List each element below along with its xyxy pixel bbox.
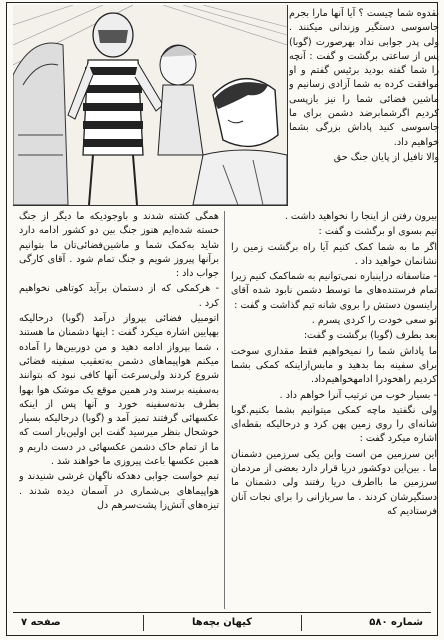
paragraph: - بسیار خوب من ترتیب آنرا خواهم داد . — [279, 389, 437, 401]
paragraph: تیم بسوی او برگشت و گفت : — [318, 226, 437, 238]
column-divider — [224, 211, 225, 609]
page-footer — [13, 612, 431, 633]
paragraph: اتومبیل فضائی بپرواز درآمد (گوبا) درحالیکه بهپایین اشاره میکرد گفت : اینها دشمنان ما هستند ، شما بپرواز ادامه دهید و من دوربین‌ها را آماده میکنم هواپیماهای دشمن به‌تعقیب سفینه فضائی شروع کردند ولی‌سرعت آنها کافی نبود که بتوانند به‌سفینه برسند ودر همین موقع یک موشک هوا بهوا بطرف بدنه‌سفینه خورد و آنها پس از اینکه عکسهائی گرفتند تمیز آمد و (گوبا) درحالیکه بسیار خوشحال بنظر میرسید گفت این اولین‌بار است که ما از تمام خاک دشمن عکسهائی در دست داریم و همین عکسها باعث پیروزی ما خواهند شد . — [19, 313, 219, 468]
magazine-name: کیهان بچه‌ها — [192, 617, 252, 628]
paragraph: ما پاداش شما را نمیخواهیم فقط مقداری سوخت برای سفینه بما بدهید و مابس‌ازاینکه کمکی بشما کردیم راهخودرا ادامهخواهیم‌داد. — [231, 345, 437, 386]
paragraph: بعد بطرف (گوبا) برگشت و گفت: — [303, 330, 437, 342]
comic-illustration — [13, 5, 288, 206]
paragraph: - متاسفانه دراینباره نمی‌توانیم به شماکمک کنیم زیرا تمام فرستنده‌های ما توسط دشمن نابود شده آقای راینسون دستش را بروی شانه تیم گذاشت و گفت : — [231, 271, 437, 311]
paragraph: تیم خواست جوابی دهدکه ناگهان غرشی شنیدند و هواپیماهای بی‌شماری در آسمان دیده شدند . تیزه‌های آتش‌زا پشت‌سرهم دل — [19, 471, 219, 511]
footer-separator — [301, 615, 302, 631]
footer-separator — [143, 615, 144, 631]
paragraph: والا تافیل از پایان جنگ حق — [333, 151, 439, 163]
paragraph: همگی کشته شدند و باوجودیکه ما دیگر از جنگ خسته شده‌ایم هنوز جنگ بین دو کشور ادامه دارد شاید به‌کمک شما و ماشین‌فضائی‌تان ما بتوانیم برآنها پیروز شویم و جنگ تمام شود . آقای کارگی جواب داد : — [19, 211, 219, 280]
paragraph: تو سعی خودت را کردی پسرم . — [311, 315, 437, 327]
page-number: صفحه ۷ — [21, 617, 61, 628]
paragraph: این سرزمین من است واین یکی سرزمین دشمنان ما . بین‌این دوکشور دریا قرار دارد بعضی از مردمان سرزمین ما بااطرف دریا رفتند ولی دشمنان ما دستگیرشان کردند . ما سربازانی را برای نجات آنان فرستادیم که — [231, 448, 437, 517]
paragraph: بقدوه شما چیست ؟ آیا آنها مارا بجرم جاسوسی دستگیر وزندانی میکنند . ولی پدر جوابی نداد بهرصورت (گوبا) پس از ساعتی برگشت و گفت : آنچه را شما گفته بودید برئیس گفتم و او موافقت کرده به شما آزادی زسانیم و ماشین فضائی شما را نیز بازپسی کردیم اگرشمابرضد دشمن برای ما جاسوسی کنید پاداش بزرگی بشما خواهیم داد. — [289, 8, 439, 148]
text-column-right — [231, 210, 437, 612]
paragraph: - هرکمکی که از دستمان برآید کوتاهی نخواهیم کرد . — [19, 283, 219, 309]
issue-number: شماره ۵۸۰ — [369, 617, 423, 628]
magazine-page — [6, 2, 438, 636]
paragraph: بیرون رفتن از اینجا را نخواهید داشت . — [284, 211, 437, 222]
comic-drawing — [13, 5, 287, 205]
text-column-left — [19, 210, 219, 612]
text-column-top-right — [289, 7, 439, 207]
paragraph: ولی نگفتید ماچه کمکی میتوانیم بشما بکنیم.گوبا شانه‌ای را روی زمین پهن کرد و درحالیکه بقطه‌ای اشاره میکرد گفت : — [231, 404, 437, 445]
paragraph: اگر ما به شما کمک کنیم آیا راه برگشت زمین را نشانمان خواهید داد . — [231, 241, 437, 267]
